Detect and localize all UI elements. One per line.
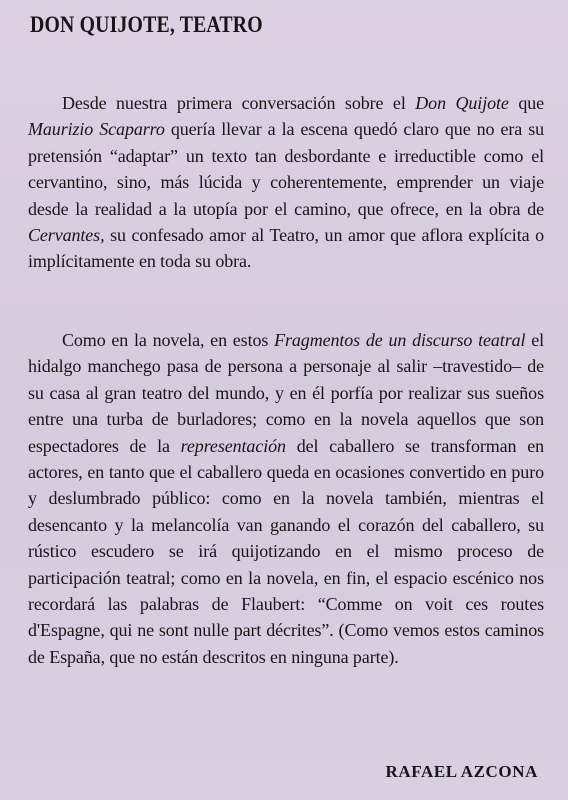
paragraph-1-text: su confesado amor al Teatro, un amor que aflora explícita o implícitamente en toda su obra. — [28, 225, 544, 272]
paragraph-1 — [28, 90, 544, 275]
author-signature: RAFAEL AZCONA — [385, 762, 538, 781]
director-name: Maurizio Scaparro — [28, 119, 165, 140]
page-title: DON QUIJOTE, TEATRO — [30, 12, 263, 37]
paragraph-2-text: el hidalgo manchego pasa de persona a personaje al salir –travestido– de su casa al gran teatro del mundo, y en él porfía por realizar sus sueños entre una turba de burladores; como en la novela aquellos que son espectadores de la — [28, 330, 545, 456]
work-title: Don Quijote — [415, 93, 509, 113]
paragraph-2-text: del caballero se transforman en actores, en tanto que el caballero queda en ocasiones convertido en puro y deslumbrado público: como en la novela también, mientras el desencanto y la melancolía van ganando el corazón del caballero, su rústico escudero se irá quijotizando en el mismo proceso de participación teatral; como en la novela, en fin, el espacio escénico nos recordará las palabras de Flaubert: “Comme on voit ces routes d'Espagne, qui ne sont nulle part décrites”. (Como vemos estos caminos de España, que no están descritos en ninguna parte). — [28, 435, 545, 667]
paragraph-1-text: que — [508, 93, 545, 113]
play-subtitle: Fragmentos de un discurso teatral — [274, 330, 526, 350]
emphasis-representacion: representación — [180, 435, 286, 456]
paragraph-2-text: Como en la novela, en estos — [62, 330, 275, 350]
paragraph-2 — [28, 327, 544, 670]
paragraph-1-text: Desde nuestra primera conversación sobre el — [62, 93, 416, 113]
author-name: Cervantes, — [28, 225, 105, 246]
paragraph-1-text: quería llevar a la escena quedó claro que no era su pretensión “adaptar” un texto tan desbordante e irreductible como el cervantino, sino, más lúcida y coherentemente, emprender un viaje desde la realidad a la utopía por el camino, que ofrece, en la obra de — [28, 119, 545, 219]
